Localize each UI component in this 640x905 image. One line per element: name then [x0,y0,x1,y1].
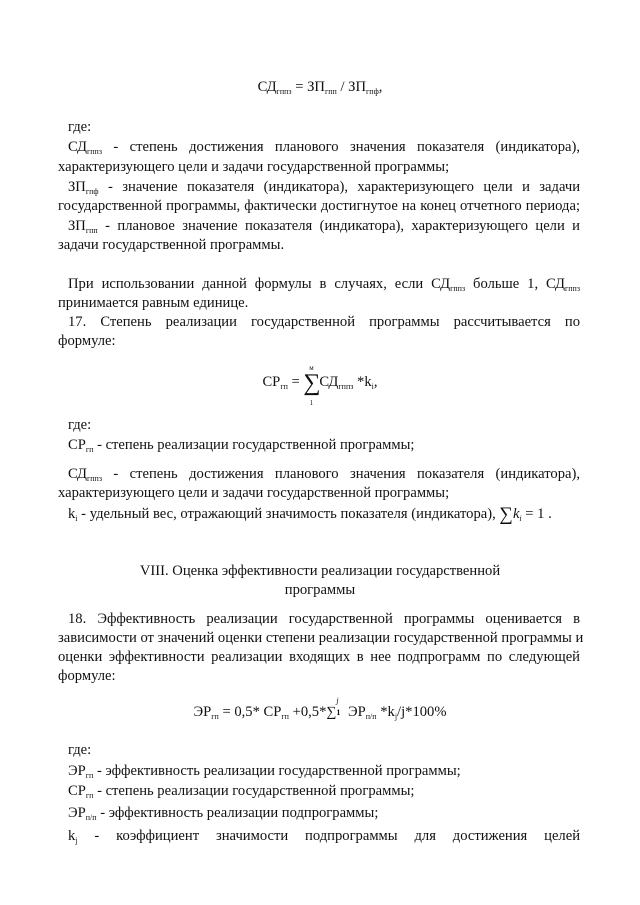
where-label-1: где: [68,119,92,135]
paragraph-17-line1: 17. Степень реализации государственной программы рассчитывается по [68,314,580,330]
paragraph-17-line2: формуле: [58,333,116,349]
section-heading-line1: VIII. Оценка эффективности реализации государственной [139,563,501,579]
paragraph-18-line4: формуле: [58,668,116,684]
paragraph-limit-line1: При использовании данной формулы в случаях, если $СД_{гппз}$ больше 1, $СД_{гппз}$ [68,276,580,293]
sum-symbol: м ∑ 1 [303,364,321,407]
paragraph-18-line3: оценки эффективности реализации входящих в нее подпрограмм по следующей [58,649,580,665]
definition-ki: $k_i$ - удельный вес, отражающий значимость показателя (индикатора), $\sum k_i = 1$ . [68,504,552,525]
formula-sr-gp: $СР_{гп}$ = м ∑ 1 $СД_{гппз}$ $*k_i$, [262,364,378,407]
definition-sr-gp-2: $СР_{гп}$ - степень реализации государственной программы; [68,783,415,800]
definition-sd-2-line2: характеризующего цели и задачи государственной программы; [58,485,450,501]
paragraph-18-line1: 18. Эффективность реализации государственной программы оценивается в [68,611,580,627]
definition-sd-2-line1: $СД_{гппз}$ - степень достижения планового значения показателя (индикатора), [68,466,580,483]
definition-sr-gp: $СР_{гп}$ - степень реализации государственной программы; [68,437,415,454]
definition-zp-p-line1: $ЗП_{гпп}$ - плановое значение показателя (индикатора), характеризующего цели и [68,218,580,235]
paragraph-limit-line2: принимается равным единице. [58,295,249,311]
definition-zp-f-line2: государственной программы, фактически достигнутое на конец отчетного периода; [58,198,580,214]
definition-zp-p-line2: задачи государственной программы. [58,237,285,253]
definition-sd-line1: $СД_{гппз}$ - степень достижения планового значения показателя (индикатора), [68,139,580,156]
definition-er-gp: $ЭР_{гп}$ - эффективность реализации государственной программы; [68,763,461,780]
definition-er-pp: $ЭР_{п/п}$ - эффективность реализации подпрограммы; [68,805,379,822]
formula-sd-gppz: $СД_{гппз} = ЗП_{гпп} / ЗП_{гпф}$, [257,79,383,96]
definition-kj: $k_j$ - коэффициент значимости подпрограммы для достижения целей [68,828,580,845]
section-heading-line2: программы [284,582,356,598]
definition-sd-line2: характеризующего цели и задачи государственной программы; [58,159,450,175]
where-label-2: где: [68,417,92,433]
formula-er-gp: $ЭР_{гп} = 0,5*$ $СР_{гп} +0,5*\sum$ j 1 $ЭР_{п/п}$ $*k_j/j*100\%$ [193,696,447,721]
definition-zp-f-line1: $ЗП_{гпф}$ - значение показателя (индикатора), характеризующего цели и задачи [68,179,580,196]
paragraph-18-line2: зависимости от значений оценки степени реализации государственной программы и [58,630,584,646]
where-label-3: где: [68,742,92,758]
